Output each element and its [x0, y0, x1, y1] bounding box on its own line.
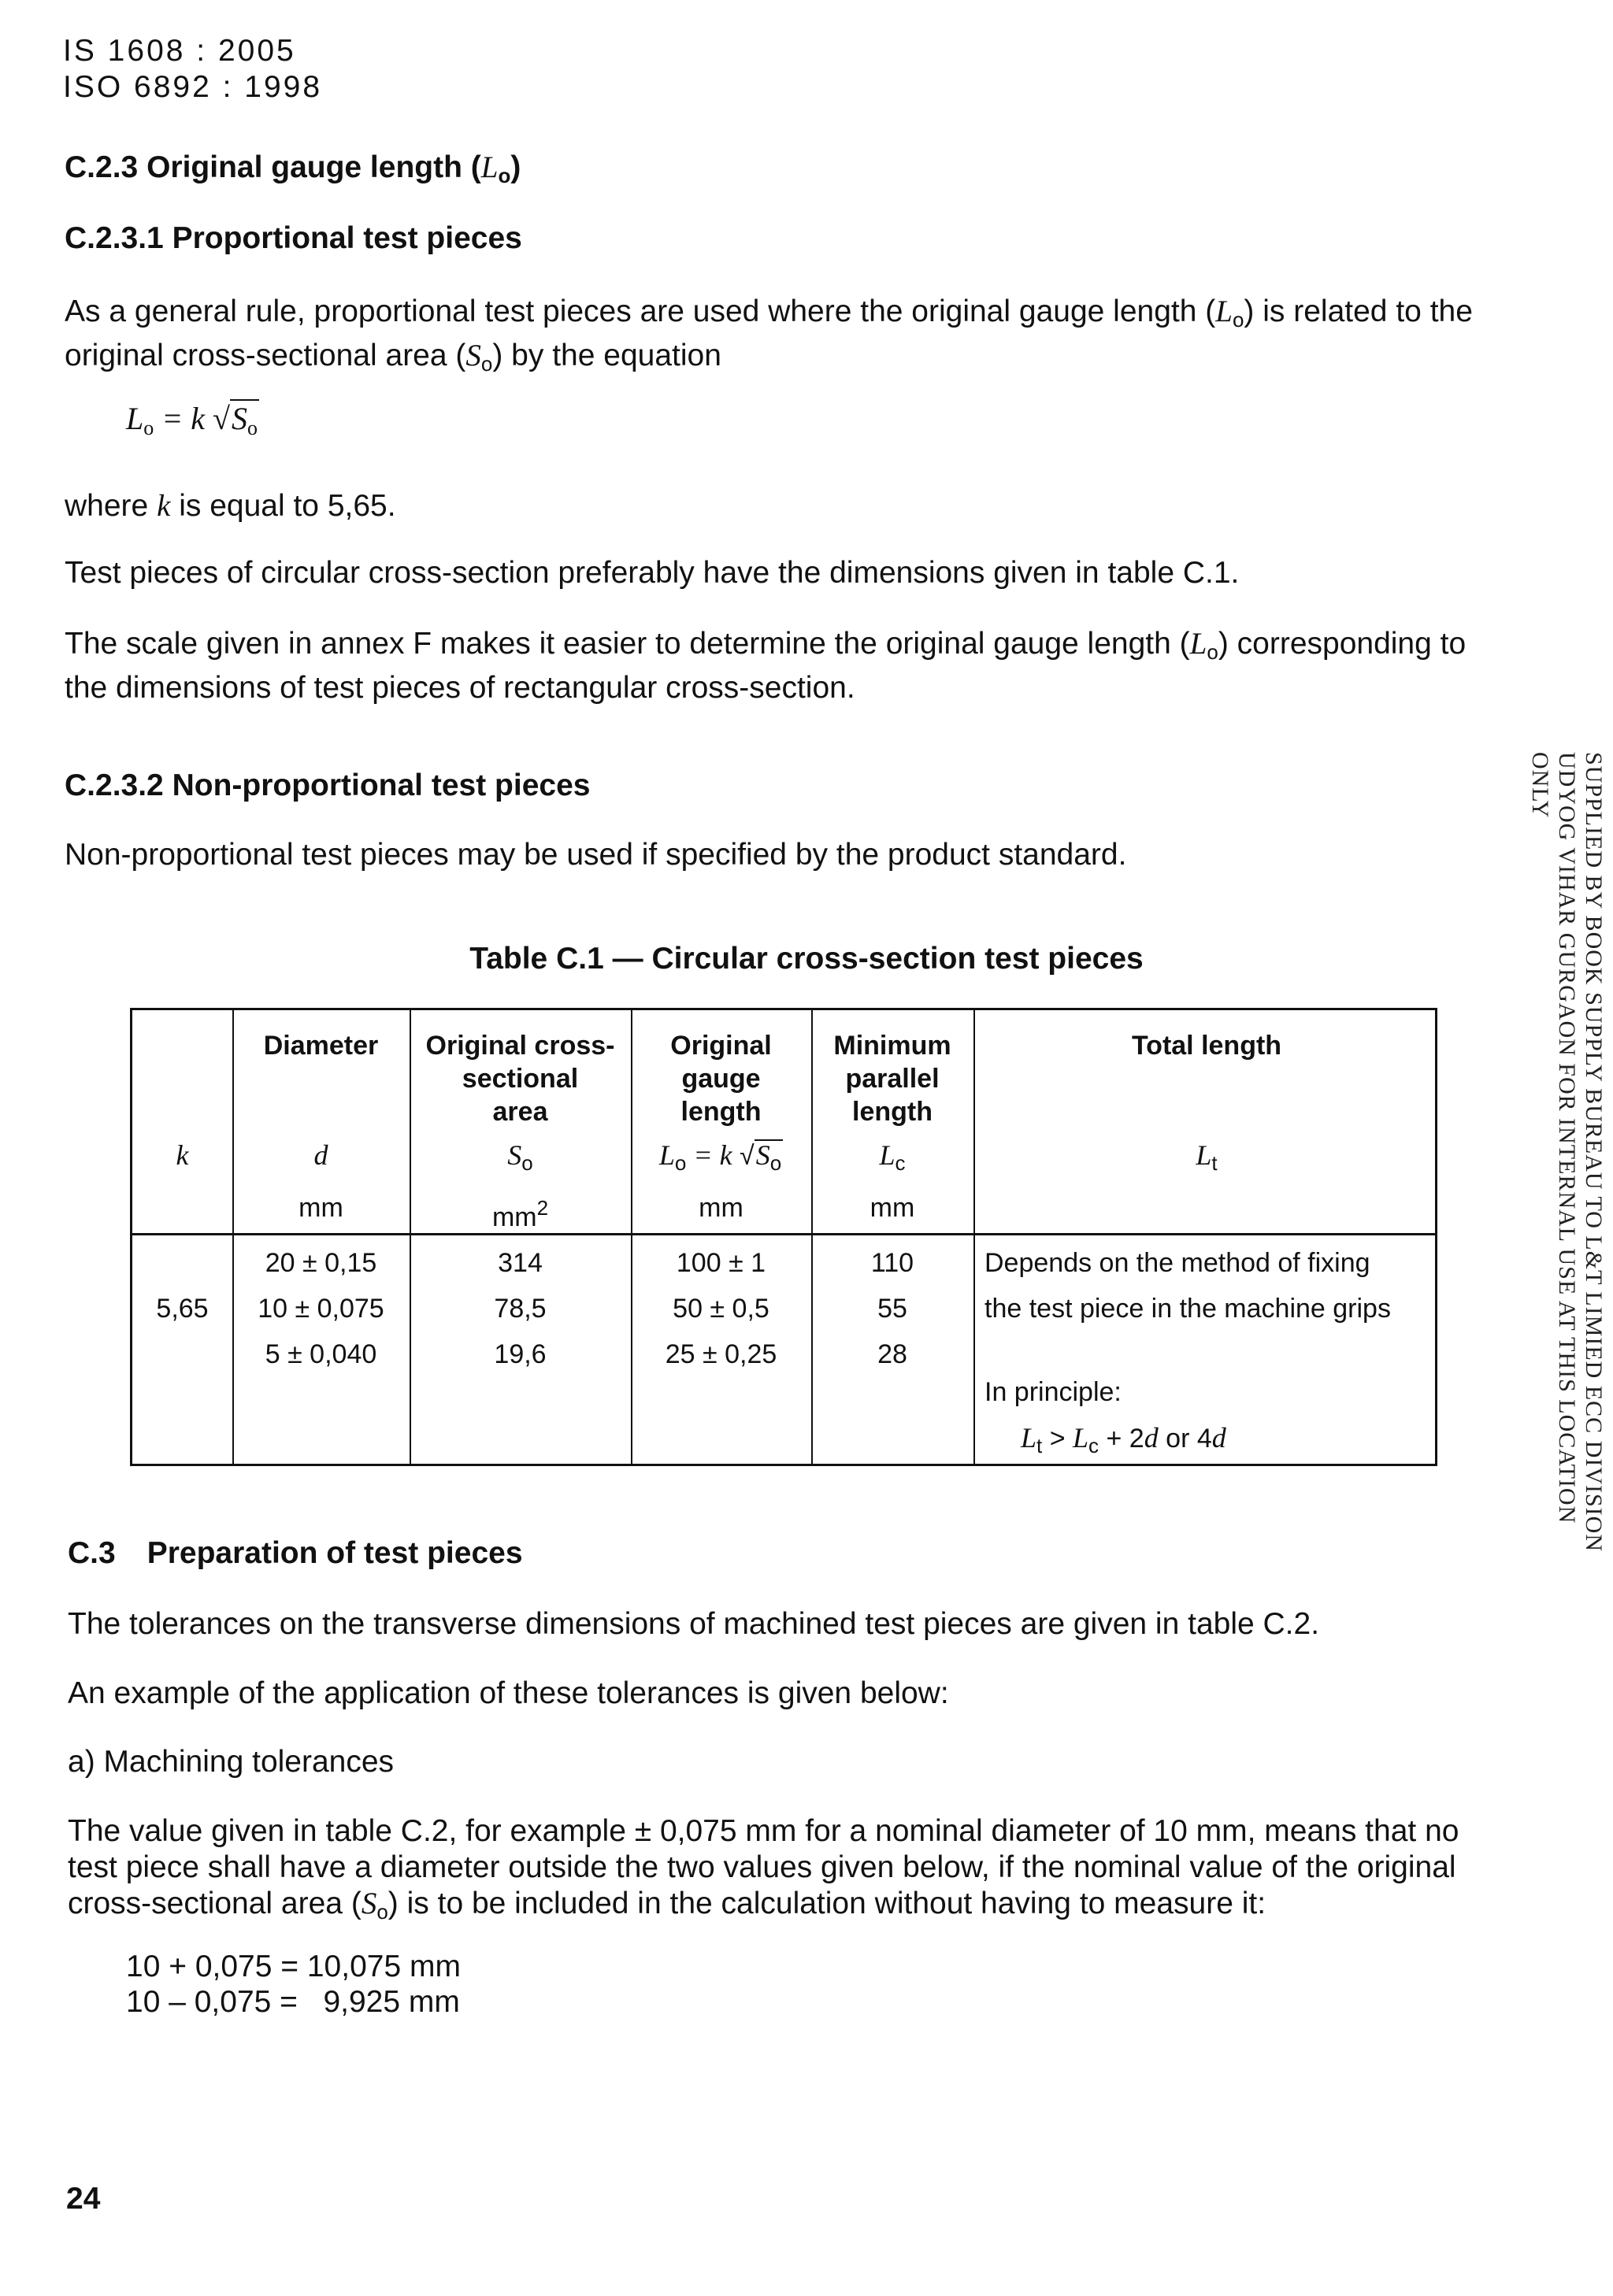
- table-cell: 10 ± 0,075: [258, 1294, 384, 1324]
- symbol-lc: $L_c$: [879, 1139, 906, 1175]
- table-c1: [130, 1008, 1437, 1466]
- col-header-total-length: Total length: [1131, 1031, 1282, 1061]
- table-cell: 55: [877, 1294, 907, 1324]
- unit-diameter: mm: [298, 1193, 343, 1223]
- diameter-values: [232, 1240, 410, 1377]
- symbol-lo-equation: $L_o = k$ $√S_o$: [658, 1139, 782, 1175]
- table-cell: 100 ± 1: [676, 1248, 766, 1278]
- gauge-length-values: [631, 1240, 811, 1377]
- equation-gauge-length: $L_o = k$ $√S_o$: [126, 401, 258, 439]
- standard-number-iso: ISO 6892 : 1998: [63, 70, 323, 104]
- calculation-upper: 10 + 0,075 = 10,075 mm: [126, 1950, 461, 1983]
- col-header-gauge-length: Original gauge length: [670, 1031, 772, 1127]
- table-cell: 19,6: [494, 1339, 547, 1369]
- symbol-k: k: [176, 1139, 189, 1171]
- section-heading-c3: C.3 Preparation of test pieces: [68, 1536, 523, 1570]
- page-number: 24: [66, 2182, 101, 2216]
- table-cell: 20 ± 0,15: [265, 1248, 377, 1278]
- table-cell: 25 ± 0,25: [665, 1339, 777, 1369]
- area-values: [410, 1240, 631, 1377]
- paragraph-tolerances: The tolerances on the transverse dimensions of machined test pieces are given in table C.2.: [68, 1607, 1320, 1641]
- col-header-area: Original cross- sectional area: [425, 1031, 615, 1127]
- subscript-o: o: [498, 164, 511, 187]
- unit-area: $mm^2$: [491, 1196, 549, 1232]
- table-cell: 314: [498, 1248, 543, 1278]
- supply-watermark-note: SUPPLIED BY BOOK SUPPLY BUREAU TO L&T LIMIED ECC DIVISION UDYOG VIHAR GURGAON FOR INTERNAL USE AT THIS LOCATION ONLY: [1527, 752, 1607, 1553]
- table-cell: 78,5: [494, 1294, 547, 1324]
- section-heading-c2232: C.2.3.2 Non-proportional test pieces: [65, 768, 591, 802]
- paragraph-tolerance-explanation: The value given in table C.2, for example ± 0,075 mm for a nominal diameter of 10 mm, means that no test piece shall have a diameter outside the two values given below, if the nominal value of the original cross-sectional area $(S_o)$ is to be included in the calculation without having to measure it:: [68, 1814, 1459, 1924]
- section-number: C.2.3: [65, 150, 139, 184]
- calculation-lower: 10 – 0,075 = 9,925 mm: [126, 1985, 460, 2019]
- unit-gauge-length: mm: [699, 1193, 743, 1223]
- parallel-length-values: [811, 1240, 973, 1377]
- symbol-l: L: [480, 150, 499, 184]
- section-title: Original gauge length (: [146, 150, 481, 184]
- paragraph-annex-f: The scale given in annex F makes it easier to determine the original gauge length $(L_o)$ corresponding to the dimensions of test pieces of rectangular cross-section.: [65, 627, 1467, 705]
- table-cell: 5 ± 0,040: [265, 1339, 377, 1369]
- col-header-parallel-length: Minimum parallel length: [833, 1031, 951, 1127]
- col-header-diameter: Diameter: [263, 1031, 379, 1061]
- table-cell: 28: [877, 1339, 907, 1369]
- list-item-machining-tolerances: a) Machining tolerances: [68, 1745, 395, 1779]
- table-cell: 50 ± 0,5: [673, 1294, 769, 1324]
- section-heading-c223: C.2.3 Original gauge length $(L_o)$: [65, 150, 521, 187]
- symbol-d: d: [313, 1139, 328, 1171]
- paragraph-proportional: As a general rule, proportional test pieces are used where the original gauge length $(L_o)$ is related to the original cross-sectional area $(S_o)$ by the equation: [65, 294, 1473, 376]
- paragraph-non-proportional: Non-proportional test pieces may be used if specified by the product standard.: [65, 838, 1127, 872]
- paragraph-table-reference: Test pieces of circular cross-section preferably have the dimensions given in table C.1.: [65, 556, 1240, 590]
- paragraph-k-value: where k is equal to 5,65.: [65, 489, 396, 523]
- symbol-lt: $L_t$: [1196, 1139, 1218, 1175]
- paragraph-example: An example of the application of these tolerances is given below:: [68, 1676, 949, 1710]
- table-cell: 110: [870, 1248, 914, 1278]
- standard-number-is: IS 1608 : 2005: [63, 34, 296, 68]
- total-length-notes: Depends on the method of fixing the test piece in the machine grips In principle: $L_t > L_c + 2d$ or 4d: [984, 1248, 1391, 1457]
- table-caption: Table C.1 — Circular cross-section test pieces: [469, 942, 1144, 976]
- k-value: 5,65: [156, 1294, 209, 1324]
- section-heading-c2231: C.2.3.1 Proportional test pieces: [65, 221, 522, 255]
- unit-parallel-length: mm: [870, 1193, 915, 1223]
- symbol-so: $S_o$: [507, 1139, 533, 1175]
